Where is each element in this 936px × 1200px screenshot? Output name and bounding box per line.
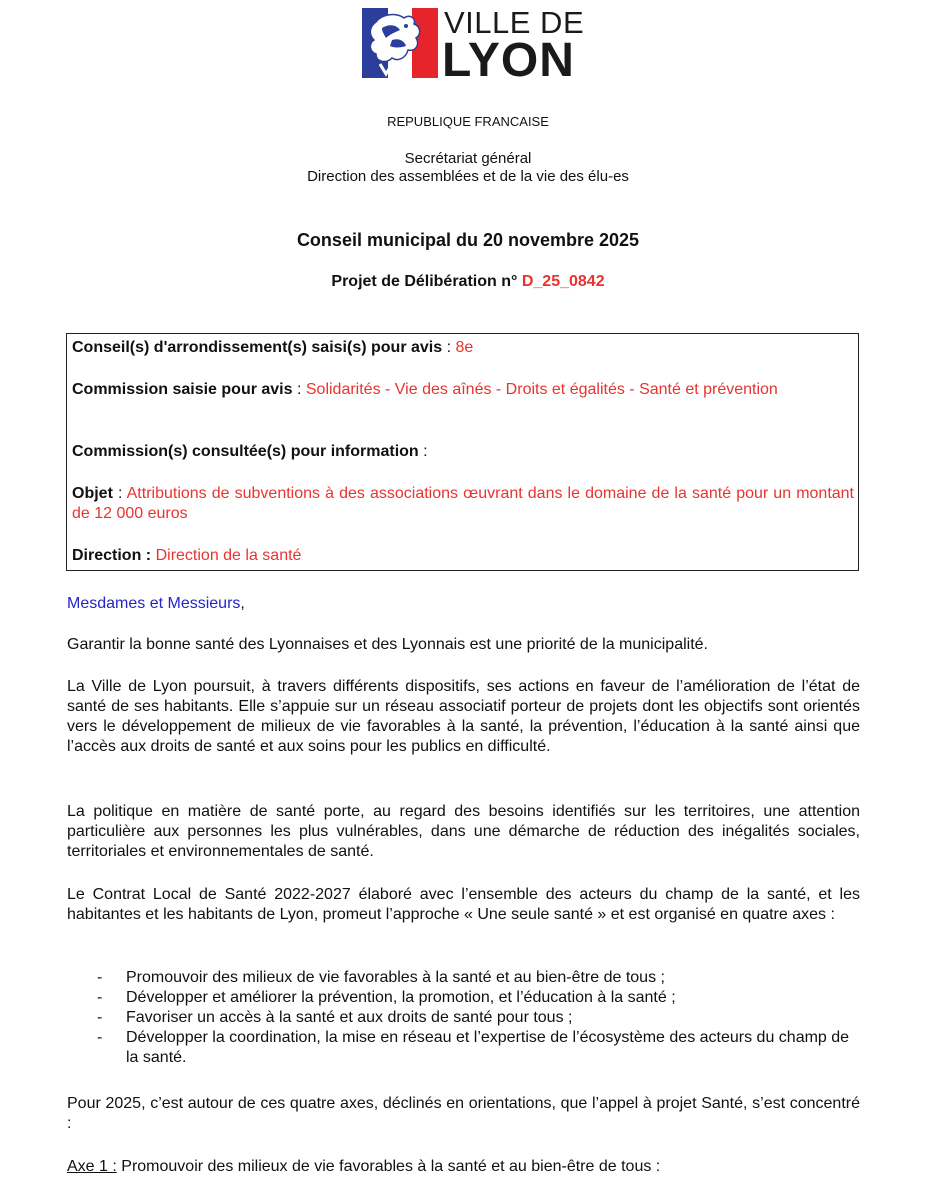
header-services: [0, 150, 936, 186]
projet-label: Projet de Délibération n°: [331, 273, 518, 290]
axes-list: [67, 968, 860, 1068]
commission-row: Commission saisie pour avis : Solidarités - Vie des aînés - Droits et égalités - Santé et prévention: [72, 381, 778, 398]
list-item: - Développer et améliorer la prévention, la promotion, et l’éducation à la santé ;: [97, 989, 676, 1006]
paragraph-4: Le Contrat Local de Santé 2022-2027 élaboré avec l’ensemble des acteurs du champ de la santé, et les habitantes et les habitants de Lyon, promeut l’approche « Une seule santé » et est organisé en quatre axes :: [67, 886, 860, 923]
direction-assemblees: Direction des assemblées et de la vie des élu-es: [307, 168, 629, 185]
arrondissement-value: 8e: [455, 339, 474, 356]
paragraph-1: Garantir la bonne santé des Lyonnaises et des Lyonnais est une priorité de la municipalité.: [67, 636, 708, 653]
consultee-label: Commission(s) consultée(s) pour information: [72, 443, 419, 460]
projet-deliberation: [0, 273, 936, 291]
commission-label: Commission saisie pour avis: [72, 381, 293, 398]
objet-value: Attributions de subventions à des associations œuvrant dans le domaine de la santé pour un montant de 12 000 euros: [72, 485, 854, 522]
objet-label: Objet: [72, 485, 113, 502]
paragraph-3: La politique en matière de santé porte, au regard des besoins identifiés sur les territoires, une attention particulière aux personnes les plus vulnérables, dans une démarche de réduction des inégalités sociales, territoriales et environnementales de santé.: [67, 803, 860, 860]
salutation: Mesdames et Messieurs,: [67, 595, 245, 612]
republique-francaise: REPUBLIQUE FRANCAISE: [387, 114, 549, 129]
deliberation-info-box: [66, 333, 859, 571]
consultee-row: Commission(s) consultée(s) pour information :: [72, 443, 428, 460]
secretariat-general: Secrétariat général: [404, 150, 532, 167]
projet-number: D_25_0842: [521, 273, 605, 290]
logo-ville-de: VILLE DE: [444, 5, 585, 40]
arrondissement-row: Conseil(s) d'arrondissement(s) saisi(s) pour avis : 8e: [72, 339, 474, 356]
logo-lyon: LYON: [442, 34, 575, 87]
commission-value: Solidarités - Vie des aînés - Droits et égalités - Santé et prévention: [305, 381, 778, 398]
axe-1-label: Axe 1 :: [67, 1158, 117, 1175]
objet-row: Objet : Attributions de subventions à des associations œuvrant dans le domaine de la santé pour un montant de 12 000 euros: [72, 485, 854, 522]
list-item: - Favoriser un accès à la santé et aux droits de santé pour tous ;: [97, 1009, 573, 1026]
list-item: - Promouvoir des milieux de vie favorables à la santé et au bien-être de tous ;: [97, 969, 665, 986]
paragraph-2: La Ville de Lyon poursuit, à travers différents dispositifs, ses actions en faveur de l’amélioration de l’état de santé de ses habitants. Elle s’appuie sur un réseau associatif porteur de projets dont les objectifs sont orientés vers le développement de milieux de vie favorables à la santé, la prévention, l’éducation à la santé ainsi que l’accès aux droits de santé et aux soins pour les publics en difficulté.: [67, 678, 860, 755]
direction-label: Direction :: [72, 547, 152, 564]
lion-crest-icon: [362, 8, 438, 78]
ville-de-lyon-logo: [362, 5, 585, 87]
axe-1-heading: [67, 1157, 860, 1177]
direction-row: [72, 546, 854, 566]
axe-1-text: Promouvoir des milieux de vie favorables à la santé et au bien-être de tous :: [121, 1158, 661, 1175]
arrondissement-label: Conseil(s) d'arrondissement(s) saisi(s) pour avis: [72, 339, 443, 356]
direction-value: Direction de la santé: [155, 547, 302, 564]
page-title: Conseil municipal du 20 novembre 2025: [296, 230, 640, 250]
list-item: - Développer la coordination, la mise en réseau et l’expertise de l’écosystème des acteurs du champ de la santé.: [97, 1029, 850, 1066]
paragraph-2025: Pour 2025, c’est autour de ces quatre axes, déclinés en orientations, que l’appel à projet Santé, s’est concentré :: [67, 1095, 860, 1132]
